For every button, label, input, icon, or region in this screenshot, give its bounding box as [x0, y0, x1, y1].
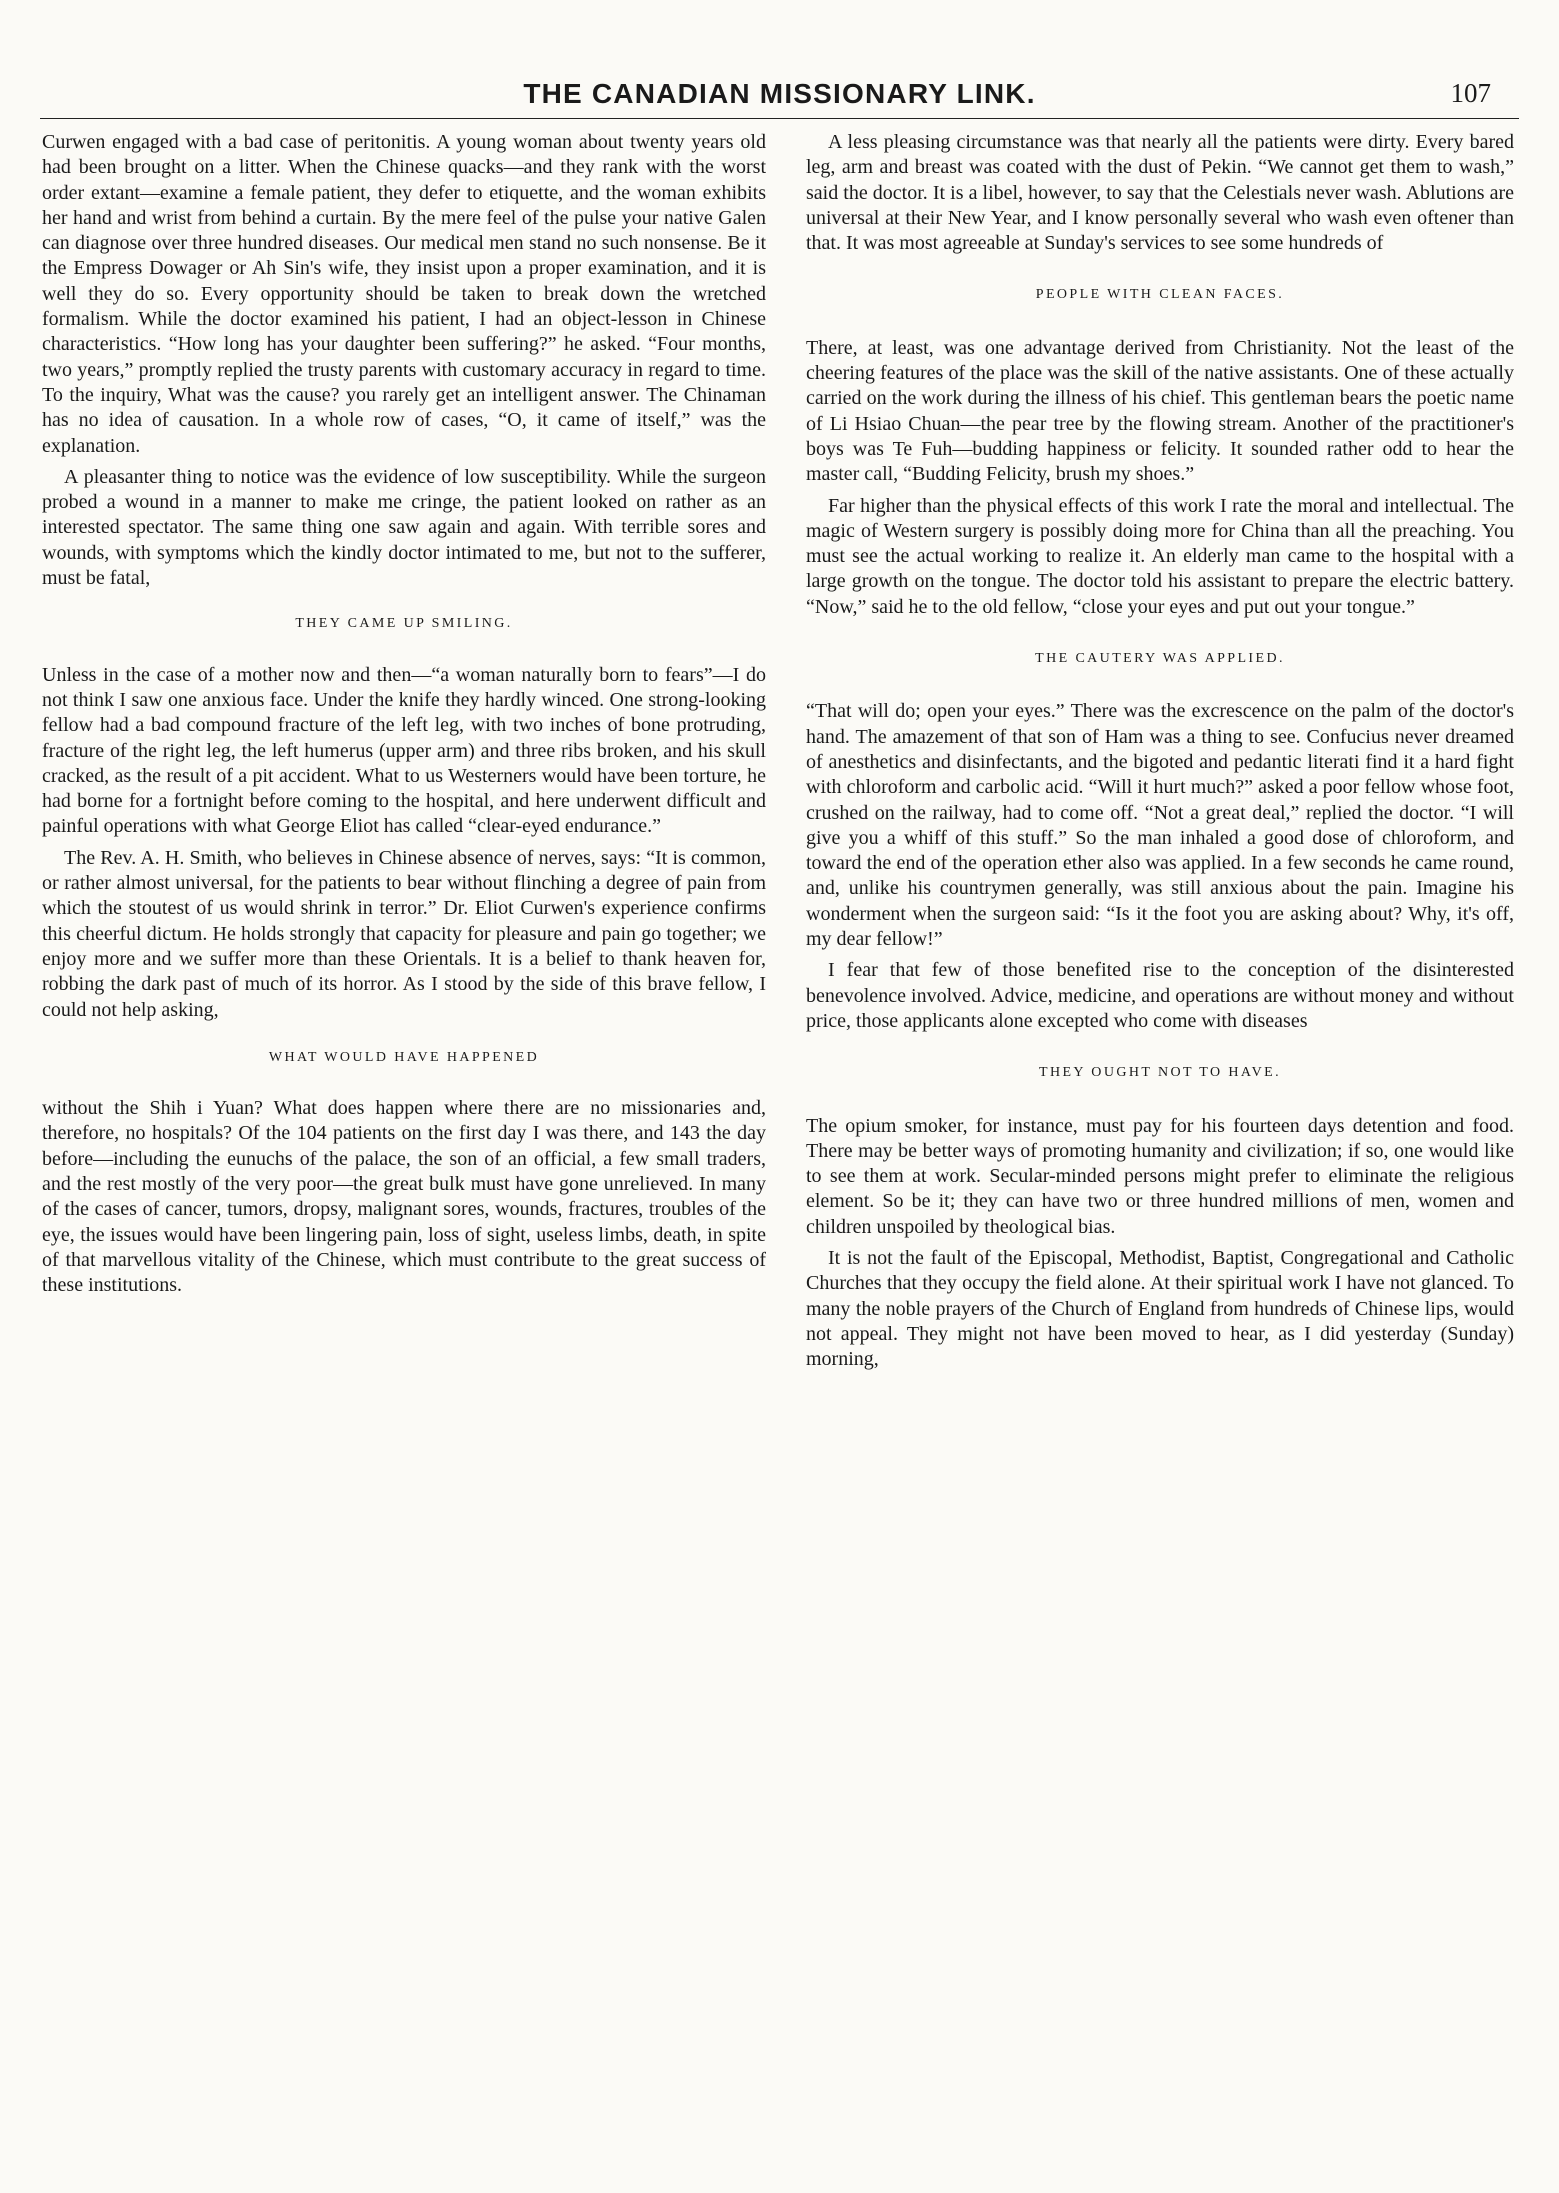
right-paragraph-3: Far higher than the physical effects of this work I rate the moral and intellectual. The magic of Western surgery is possibly doing more for China than all the preaching. You must see the actual working to realize it. An elderly man came to the hospital with a large growth on the tongue. The doctor told his assistant to prepare the electric battery. “Now,” said he to the old fellow, “close your eyes and put out your tongue.”	[806, 494, 1514, 618]
right-paragraph-1: A less pleasing circumstance was that nearly all the patients were dirty. Every bared leg, arm and breast was coated with the dust of Pekin. “We cannot get them to wash,” said the doctor. It is a libel, however, to say that the Celestials never wash. Ablutions are universal at their New Year, and I know personally several who wash even oftener than that. It was most agreeable at Sunday's services to see some hundreds of	[806, 131, 1514, 255]
left-paragraph-5: without the Shih i Yuan? What does happen where there are no missionaries and, therefore, no hospitals? Of the 104 patients on the first day I was there, and 143 the day before—including the eunuchs of the palace, the son of an official, a few small traders, and the rest mostly of the very poor—the great bulk must have gone unrelieved. In many of the cases of cancer, tumors, dropsy, malignant sores, wounds, fractures, troubles of the eye, the issues would have been lingering pain, loss of sight, useless limbs, death, in spite of that marvellous vitality of the Chinese, which must contribute to the great success of these institutions.	[42, 1097, 766, 1297]
right-paragraph-2: There, at least, was one advantage derived from Christianity. Not the least of the cheering features of the place was the skill of the native assistants. One of these actually carried on the work during the illness of his chief. This gentleman bears the poetic name of Li Hsiao Chuan—the pear tree by the flowing stream. Another of the practitioner's boys was Te Fuh—budding happiness or felicity. It sounded rather odd to hear the master call, “Budding Felicity, brush my shoes.”	[806, 336, 1514, 486]
left-column	[42, 130, 766, 2150]
right-paragraph-5: I fear that few of those benefited rise to the conception of the disinterested benevolence involved. Advice, medicine, and operations are without money and without price, those applicants alone excepted who come with diseases	[806, 959, 1514, 1032]
section-heading-cautery: THE CAUTERY WAS APPLIED.	[1035, 651, 1285, 667]
right-paragraph-6: The opium smoker, for instance, must pay for his fourteen days detention and food. There may be better ways of promoting humanity and civilization; if so, one would like to see them at work. Secular-minded persons might prefer to eliminate the religious element. So be it; they can have two or three hundred millions of men, women and children unspoiled by theological bias.	[806, 1114, 1514, 1238]
left-paragraph-1: Curwen engaged with a bad case of peritonitis. A young woman about twenty years old had been brought on a litter. When the Chinese quacks—and they rank with the worst order extant—examine a female patient, they defer to etiquette, and the woman exhibits her hand and wrist from behind a curtain. By the mere feel of the pulse your native Galen can diagnose over three hundred diseases. Our medical men stand no such nonsense. Be it the Empress Dowager or Ah Sin's wife, they insist upon a proper examination, and it is well they do so. Every opportunity should be taken to break down the wretched formalism. While the doctor examined his patient, I had an object-lesson in Chinese characteristics. “How long has your daughter been suffering?” he asked. “Four months, two years,” promptly replied the trusty parents with customary accuracy in regard to time. To the inquiry, What was the cause? you rarely get an intelligent answer. The Chinaman has no idea of causation. In a whole row of cases, “O, it came of itself,” was the explanation.	[42, 131, 766, 457]
section-heading-what-would-have-happened: WHAT WOULD HAVE HAPPENED	[268, 1049, 540, 1065]
left-paragraph-3: Unless in the case of a mother now and then—“a woman naturally born to fears”—I do not think I saw one anxious face. Under the knife they hardly winced. One strong-looking fellow had a bad compound fracture of the left leg, with two inches of bone protruding, fracture of the right leg, the left humerus (upper arm) and three ribs broken, and his skull cracked, as the result of a pit accident. What to us Westerners would have been torture, he had borne for a fortnight before coming to the hospital, and here underwent difficult and painful operations with what George Eliot has called “clear-eyed endurance.”	[42, 663, 766, 838]
right-paragraph-7: It is not the fault of the Episcopal, Methodist, Baptist, Congregational and Catholic Churches that they occupy the field alone. At their spiritual work I have not glanced. To many the noble prayers of the Church of England from hundreds of Chinese lips, would not appeal. They might not have been moved to hear, as I did yesterday (Sunday) morning,	[806, 1246, 1514, 1371]
left-paragraph-2: A pleasanter thing to notice was the evidence of low susceptibility. While the surgeon probed a wound in a manner to make me cringe, the patient looked on rather as an interested spectator. The same thing one saw again and again. With terrible sores and wounds, with symptoms which the kindly doctor intimated to me, but not to the sufferer, must be fatal,	[42, 465, 766, 590]
left-paragraph-4: The Rev. A. H. Smith, who believes in Chinese absence of nerves, says: “It is common, or rather almost universal, for the patients to bear without flinching a degree of pain from which the stoutest of us would shrink in terror.” Dr. Eliot Curwen's experience confirms this cheerful dictum. He holds strongly that capacity for pleasure and pain go together; we enjoy more and we suffer more than these Orientals. It is a belief to thank heaven for, robbing the dark past of much of its horror. As I stood by the side of this brave fellow, I could not help asking,	[42, 846, 766, 1021]
publication-title: THE CANADIAN MISSIONARY LINK.	[523, 78, 1036, 109]
page-header	[40, 78, 1519, 119]
section-heading-clean-faces: PEOPLE WITH CLEAN FACES.	[1035, 287, 1285, 303]
right-paragraph-4: “That will do; open your eyes.” There was the excrescence on the palm of the doctor's hand. The amazement of that son of Ham was a thing to see. Confucius never dreamed of anesthetics and disinfectants, and the bigoted and pedantic literati find it a hard fight with chloroform and carbolic acid. “Will it hurt much?” asked a poor fellow whose foot, crushed on the railway, had to come off. “Not a great deal,” replied the doctor. “I will give you a whiff of this stuff.” So the man inhaled a good dose of chloroform, and toward the end of the operation ether also was applied. In a few seconds he came round, and, unlike his countrymen generally, was still anxious about the pain. Imagine his wonderment when the surgeon said: “Is it the foot you are asking about? Why, it's off, my dear fellow!”	[806, 700, 1514, 951]
section-heading-ought-not: THEY OUGHT NOT TO HAVE.	[1039, 1065, 1281, 1081]
page-number: 107	[1450, 78, 1491, 108]
section-heading-smiling: THEY CAME UP SMILING.	[295, 616, 513, 632]
right-column	[806, 130, 1514, 2150]
